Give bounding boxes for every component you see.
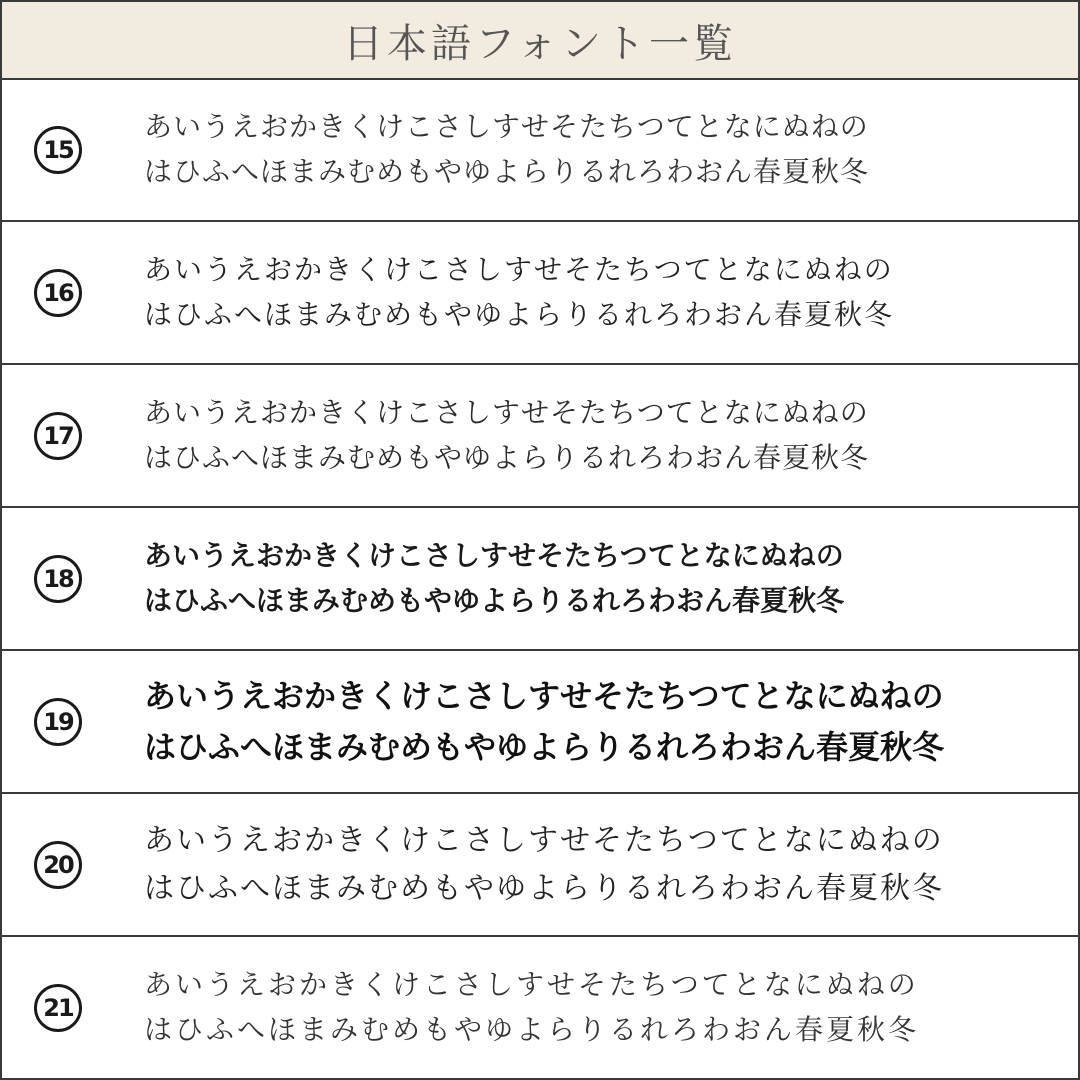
sample-text [144,963,1044,1053]
number-badge: 21 [34,984,82,1032]
sample-text [144,817,1044,913]
page-title: 日本語フォント一覧 [343,20,737,67]
font-sample-row [2,795,1078,937]
font-sample-list [0,80,1080,1080]
font-sample-row [2,223,1078,365]
sample-line-1: あいうえおかきくけこさしすせそたちつてとなにぬねの [144,676,944,715]
number-badge: 19 [34,698,82,746]
number-badge: 18 [34,555,82,603]
sample-line-2: はひふへほまみむめもやゆよらりるれろわおん春夏秋冬 [144,871,944,906]
font-sample-row [2,652,1078,794]
font-sample-row [2,366,1078,508]
sample-line-1: あいうえおかきくけこさしすせそたちつてとなにぬねの [144,110,869,144]
sample-line-1: あいうえおかきくけこさしすせそたちつてとなにぬねの [144,396,869,430]
number-badge: 17 [34,412,82,460]
sample-line-1: あいうえおかきくけこさしすせそたちつてとなにぬねの [144,539,844,573]
sample-line-1: あいうえおかきくけこさしすせそたちつてとなにぬねの [144,253,894,287]
sample-line-1: あいうえおかきくけこさしすせそたちつてとなにぬねの [144,968,919,1002]
number-badge: 16 [34,269,82,317]
sample-line-2: はひふへほまみむめもやゆよらりるれろわおん春夏秋冬 [144,298,895,331]
sample-text [144,534,1044,624]
font-sample-row [2,938,1078,1080]
sample-line-2: はひふへほまみむめもやゆよらりるれろわおん春夏秋冬 [144,728,945,766]
number-badge: 20 [34,841,82,889]
sample-text [144,248,1044,338]
sample-line-2: はひふへほまみむめもやゆよらりるれろわおん春夏秋冬 [144,155,870,188]
number-badge: 15 [34,126,82,174]
font-sample-row [2,80,1078,222]
header-bar [0,0,1080,80]
sample-text [144,671,1044,773]
sample-line-1: あいうえおかきくけこさしすせそたちつてとなにぬねの [144,823,944,858]
sample-line-2: はひふへほまみむめもやゆよらりるれろわおん春夏秋冬 [144,441,870,474]
font-sample-row [2,509,1078,651]
sample-line-2: はひふへほまみむめもやゆよらりるれろわおん春夏秋冬 [144,584,845,617]
sample-text [144,105,1044,195]
sample-text [144,391,1044,481]
sample-line-2: はひふへほまみむめもやゆよらりるれろわおん春夏秋冬 [144,1013,920,1046]
